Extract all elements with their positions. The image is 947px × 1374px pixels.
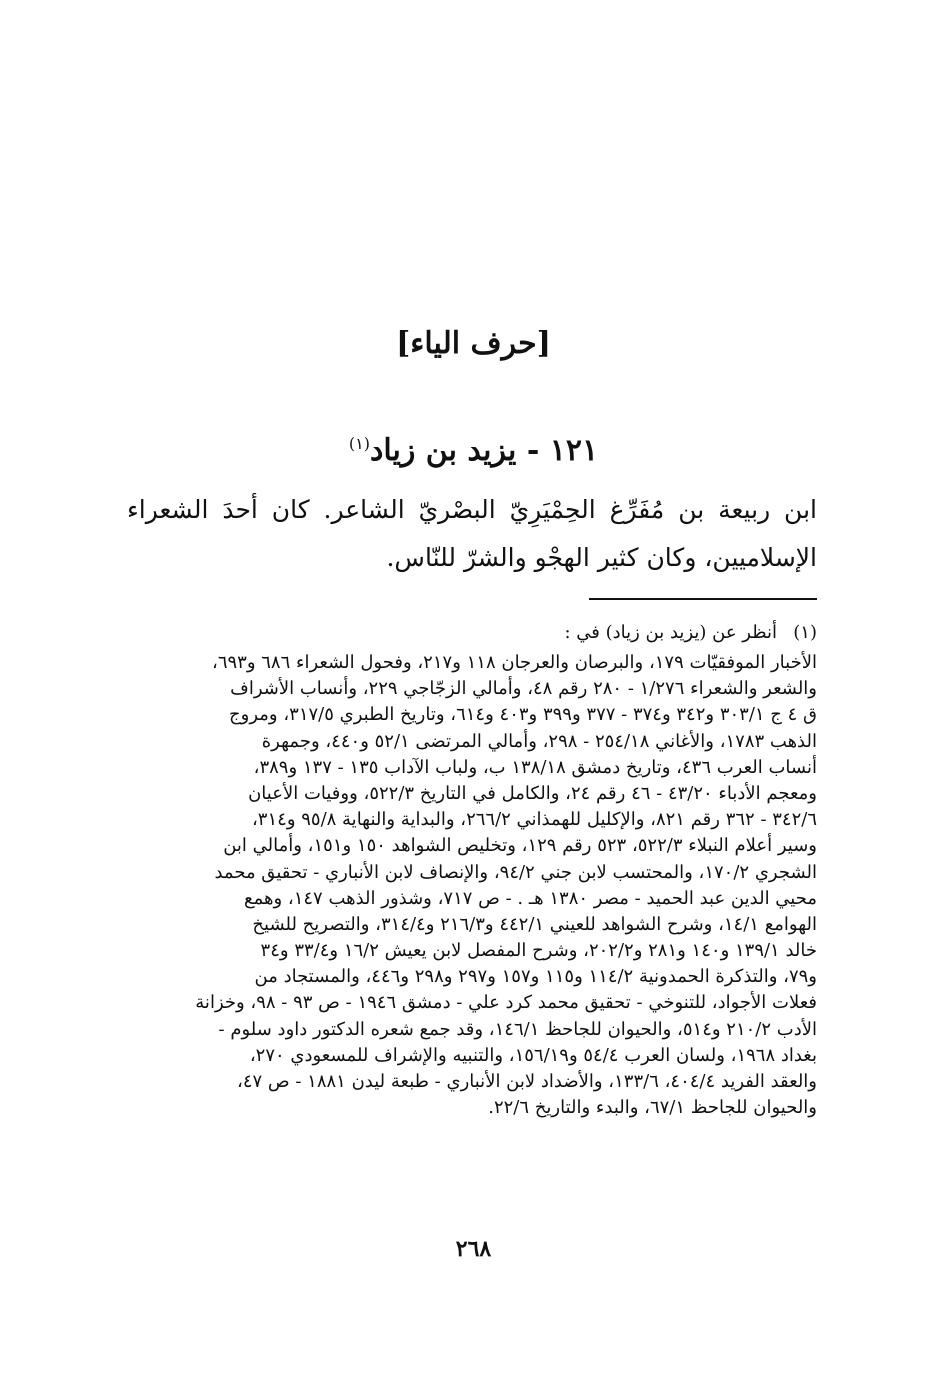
footnote-separator bbox=[589, 598, 817, 600]
footnote-line: الأدب ٢١٠/٢ و٥١٤، والحيوان للجاحظ ١٤٦/١، وقد جمع شعره الدكتور داود سلوم - bbox=[218, 1018, 817, 1040]
page-number: ٢٦٨ bbox=[455, 1236, 492, 1262]
footnote-line: الذهب ١٧٨٣، والأغاني ٢٥٤/١٨ - ٢٩٨، وأمالي المرتضى ٥٢/١ و٤٤٠، وجمهرة bbox=[261, 730, 817, 752]
section-header: [حرف الياء] bbox=[396, 326, 551, 361]
footnote-line: و٧٩، والتذكرة الحمدونية ١١٤/٢ و١١٥ و١٥٧ و٢٩٧ و٢٩٨ و٤٤٦، والمستجاد من bbox=[254, 966, 817, 988]
footnote-line: ٣٤٢/٦ - ٣٦٢ رقم ٨٢١، والإكليل للهمذاني ٢٦٦/٢، والبداية والنهاية ٩٥/٨ و٣١٤، bbox=[251, 809, 817, 831]
footnote-line: خالد ١٣٩/١ و١٤٠ و٢٨١ و٢٠٢/٢، وشرح المفصل لابن يعيش ١٦/٢ و٣٣/٤ و٣٤ bbox=[260, 940, 817, 962]
footnote-line: ومعجم الأدباء ٤٣/٢٠ - ٤٦ رقم ٢٤، والكامل في التاريخ ٥٢٢/٣، ووفيات الأعيان bbox=[248, 782, 817, 804]
footnote-line: والعقد الفريد ٤٠٤/٤، ١٣٣/٦، والأضداد لابن الأنباري - طبعة ليدن ١٨٨١ - ص ٤٧، bbox=[237, 1071, 817, 1092]
footnote-line: ق ٤ ج ٣٠٣/١ و٣٤٢ و٣٧٤ - ٣٧٧ و٣٩٩ و٤٠٣ و٦١٤، وتاريخ الطبري ٣١٧/٥، ومروج bbox=[229, 704, 817, 726]
footnote-line: فعلات الأجواد، للتنوخي - تحقيق محمد كرد علي - دمشق ١٩٤٦ - ص ٩٣ - ٩٨، وخزانة bbox=[195, 992, 817, 1014]
footnote-line: وسير أعلام النبلاء ٥٢٢/٣، ٥٢٣ رقم ١٢٩، وتخليص الشواهد ١٥٠ و١٥١، وأمالي ابن bbox=[223, 835, 817, 857]
footnote-line: الأخبار الموفقيّات ١٧٩، والبرصان والعرجان ١١٨ و٢١٧، وفحول الشعراء ٦٨٦ و٦٩٣، bbox=[212, 652, 817, 673]
entry-title bbox=[0, 428, 947, 474]
entry-biography: ابن ربيعة بن مُفَرِّغ الحِمْيَرِيّ البصْريّ الشاعر. كان أحدَ الشعراء الإسلاميين، وكان كثير الهجْو والشرّ للنّاس. bbox=[127, 495, 817, 572]
footnote-intro-text: أنظر عن (يزيد بن زياد) في : bbox=[564, 622, 777, 643]
footnote-reference: (١) bbox=[348, 434, 370, 453]
footnote-marker: (١) bbox=[793, 622, 817, 643]
footnote-line: والحيوان للجاحظ ٦٧/١، والبدء والتاريخ ٢٢/٦. bbox=[488, 1097, 817, 1119]
footnote-line: أنساب العرب ٤٣٦، وتاريخ دمشق ١٣٨/١٨ ب، ولباب الآداب ١٣٥ - ١٣٧ و٣٨٩، bbox=[253, 756, 817, 778]
footnote-line: بغداد ١٩٦٨، ولسان العرب ٥٤/٤ و١٥٦/١٩، والتنبيه والإشراف للمسعودي ٢٧٠، bbox=[249, 1044, 817, 1066]
entry-title-text: ١٢١ - يزيد بن زياد bbox=[369, 433, 599, 468]
footnote-line: والشعر والشعراء ١/٢٧٦ - ٢٨٠ رقم ٤٨، وأمالي الزجّاجي ٢٢٩، وأنساب الأشراف bbox=[230, 678, 817, 700]
footnote-line: محيي الدين عبد الحميد - مصر ١٣٨٠ هـ . - ص ٧١٧، وشذور الذهب ١٤٧، وهمع bbox=[244, 887, 817, 909]
footnote-line: الهوامع ١٤/١، وشرح الشواهد للعيني ٤٤٢/١ و٢١٦/٣ و٣١٤/٤، والتصريح للشيخ bbox=[252, 913, 817, 935]
footnote-sources bbox=[125, 650, 817, 1121]
footnote-intro bbox=[127, 618, 817, 648]
footnote-line: الشجري ١٧٠/٢، والمحتسب لابن جني ٩٤/٢، والإنصاف لابن الأنباري - تحقيق محمد bbox=[214, 861, 817, 883]
